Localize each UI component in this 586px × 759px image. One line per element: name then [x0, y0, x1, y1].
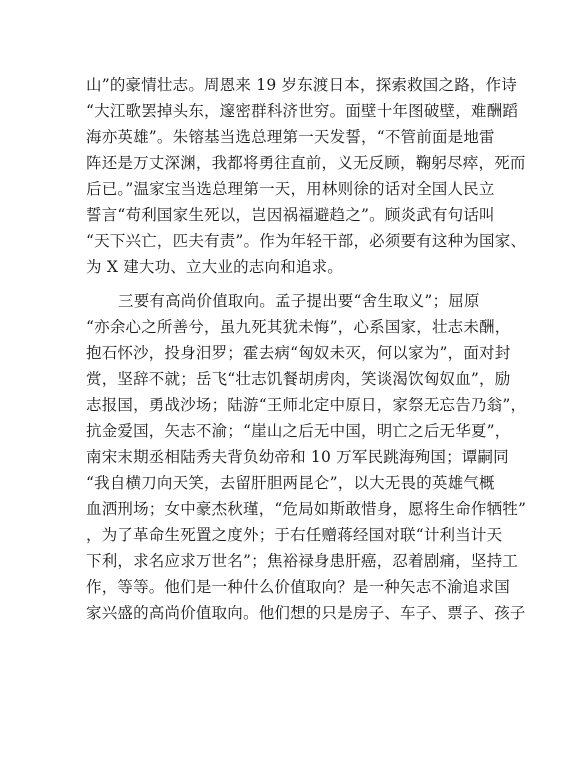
text-line: “我自横刀向天笑，去留肝胆两昆仑”，以大无畏的英雄气概 [86, 474, 495, 492]
text-line: 阵还是万丈深渊，我都将勇往直前，义无反顾，鞠躬尽瘁，死而 [86, 154, 526, 172]
text-line: 后已。”温家宝当选总理第一天，用林则徐的话对全国人民立 [86, 180, 495, 198]
text-line: 南宋末期丞相陆秀夫背负幼帝和 10 万军民跳海殉国；谭嗣同 [86, 448, 509, 466]
text-line: 家兴盛的高尚价值取向。他们想的只是房子、车子、票子、孩子 [86, 604, 526, 622]
text-line: ，为了革命生死置之度外；于右任赠蒋经国对联“计利当计天 [86, 526, 503, 544]
text-line: 作，等等。他们是一种什么价值取向？是一种矢志不渝追求国 [86, 578, 510, 596]
text-line: 誓言“苟利国家生死以，岂因祸福避趋之”。顾炎武有句话叫 [86, 206, 495, 224]
text-line: “大江歌罢掉头东，邃密群科济世穷。面壁十年图破壁，难酬蹈 [86, 102, 519, 120]
text-line: “天下兴亡，匹夫有责”。作为年轻干部，必须要有这种为国家、 [86, 232, 527, 250]
text-line: 山”的豪情壮志。周恩来 19 岁东渡日本，探索救国之路，作诗 [86, 76, 518, 94]
text-line: 血洒刑场；女中豪杰秋瑾，“危局如斯敢惜身，愿将生命作牺牲” [86, 500, 527, 518]
text-line: 为 X 建大功、立大业的志向和追求。 [86, 258, 343, 276]
text-line: 抗金爱国，矢志不渝；“崖山之后无中国，明亡之后无华夏”， [86, 422, 511, 440]
paragraph-first-line: 三要有高尚价值取向。孟子提出要“舍生取义”；屈原 [118, 292, 480, 310]
text-line: 赏，坚辞不就；岳飞“壮志饥餐胡虏肉，笑谈渴饮匈奴血”，励 [86, 370, 511, 388]
text-line: 志报国，勇战沙场；陆游“王师北定中原日，家祭无忘告乃翁”， [86, 396, 527, 414]
text-line: 下利，求名应求万世名”；焦裕禄身患肝癌，忍着剧痛，坚持工 [86, 552, 519, 570]
text-line: 抱石怀沙，投身汨罗；霍去病“匈奴未灭，何以家为”，面对封 [86, 344, 511, 362]
text-line: “亦余心之所善兮，虽九死其犹未悔”，心系国家，壮志未酬， [86, 318, 511, 336]
text-line: 海亦英雄”。朱镕基当选总理第一天发誓，“不管前面是地雷 [86, 128, 495, 146]
